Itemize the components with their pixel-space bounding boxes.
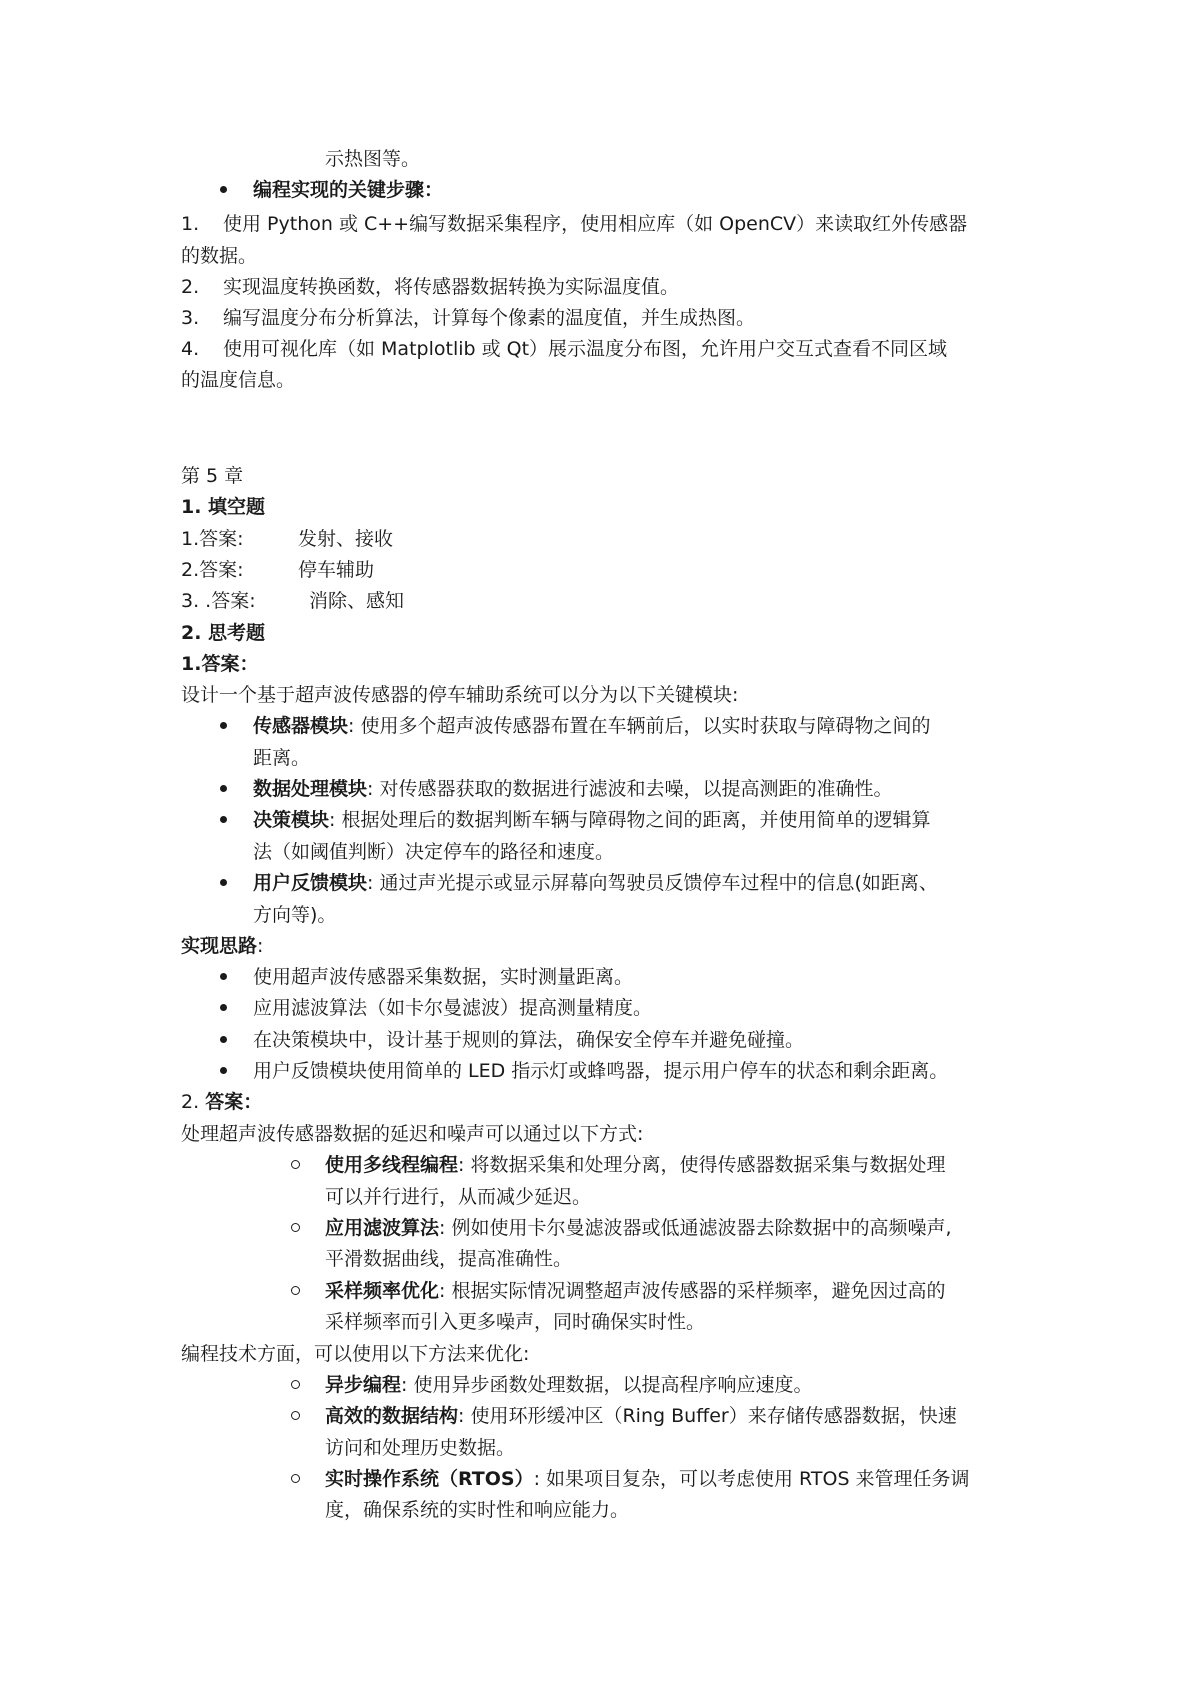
fill-answer-3-value: 消除、感知 (309, 590, 405, 612)
method-item: 实时操作系统（RTOS）: 如果项目复杂，可以考虑使用 RTOS 来管理任务调 (325, 1468, 970, 1490)
fill-heading: 1. 填空题 (181, 496, 266, 518)
q2-intro: 处理超声波传感器数据的延迟和噪声可以通过以下方式: (181, 1123, 644, 1145)
method-item: 采样频率优化: 根据实际情况调整超声波传感器的采样频率，避免因过高的 (325, 1280, 946, 1302)
step-4: 4. 使用可视化库（如 Matplotlib 或 Qt）展示温度分布图，允许用户交互式查看不同区域 (181, 338, 948, 360)
fill-answer-3-label: 3. .答案: (181, 590, 256, 612)
method-item: 使用多线程编程: 将数据采集和处理分离，使得传感器数据采集与数据处理 (325, 1154, 946, 1176)
module-item: 决策模块: 根据处理后的数据判断车辆与障碍物之间的距离，并使用简单的逻辑算 (253, 809, 931, 831)
idea-item: 在决策模块中，设计基于规则的算法，确保安全停车并避免碰撞。 (253, 1029, 805, 1051)
idea-item: 用户反馈模块使用简单的 LED 指示灯或蜂鸣器，提示用户停车的状态和剩余距离。 (253, 1060, 949, 1082)
q1-intro: 设计一个基于超声波传感器的停车辅助系统可以分为以下关键模块: (181, 684, 739, 706)
circle-bullet-icon (288, 1466, 302, 1492)
bullet-icon (216, 964, 230, 990)
bullet-icon (216, 1058, 230, 1084)
programming-intro: 编程技术方面，可以使用以下方法来优化: (181, 1343, 530, 1365)
method-item: 应用滤波算法: 例如使用卡尔曼滤波器或低通滤波器去除数据中的高频噪声, (325, 1217, 952, 1239)
step-1-cont: 的数据。 (181, 245, 258, 267)
fill-answer-1-label: 1.答案: (181, 528, 244, 550)
method-item: 异步编程: 使用异步函数处理数据，以提高程序响应速度。 (325, 1374, 813, 1396)
circle-bullet-icon (288, 1403, 302, 1429)
continued-text: 示热图等。 (325, 148, 421, 170)
module-item-cont: 方向等)。 (253, 904, 337, 926)
think-heading: 2. 思考题 (181, 622, 266, 644)
method-item-cont: 访问和处理历史数据。 (325, 1437, 516, 1459)
module-item-cont: 距离。 (253, 747, 311, 769)
idea-item: 应用滤波算法（如卡尔曼滤波）提高测量精度。 (253, 997, 653, 1019)
circle-bullet-icon (288, 1152, 302, 1178)
fill-answer-2-label: 2.答案: (181, 559, 244, 581)
bullet-icon (216, 713, 230, 739)
fill-answer-2-value: 停车辅助 (298, 559, 375, 581)
step-4-cont: 的温度信息。 (181, 369, 296, 391)
step-1: 1. 使用 Python 或 C++编写数据采集程序，使用相应库（如 OpenCV）来读取红外传感器 (181, 213, 968, 235)
circle-bullet-icon (288, 1215, 302, 1241)
bullet-icon (216, 870, 230, 896)
circle-bullet-icon (288, 1278, 302, 1304)
method-item-cont: 采样频率而引入更多噪声，同时确保实时性。 (325, 1311, 706, 1333)
method-item-cont: 可以并行进行，从而减少延迟。 (325, 1186, 592, 1208)
bullet-icon (216, 995, 230, 1021)
chapter-title: 第 5 章 (181, 465, 244, 487)
module-item: 用户反馈模块: 通过声光提示或显示屏幕向驾驶员反馈停车过程中的信息(如距离、 (253, 872, 938, 894)
steps-heading: 编程实现的关键步骤： (253, 179, 444, 201)
step-3: 3. 编写温度分布分析算法，计算每个像素的温度值，并生成热图。 (181, 307, 756, 329)
idea-item: 使用超声波传感器采集数据，实时测量距离。 (253, 966, 634, 988)
bullet-icon (216, 807, 230, 833)
step-2: 2. 实现温度转换函数，将传感器数据转换为实际温度值。 (181, 276, 680, 298)
method-item: 高效的数据结构: 使用环形缓冲区（Ring Buffer）来存储传感器数据，快速 (325, 1405, 957, 1427)
module-item-cont: 法（如阈值判断）决定停车的路径和速度。 (253, 841, 615, 863)
q2-answer-label: 2. 答案： (181, 1091, 263, 1113)
q1-answer-label: 1.答案： (181, 653, 259, 675)
module-item: 数据处理模块: 对传感器获取的数据进行滤波和去噪，以提高测距的准确性。 (253, 778, 893, 800)
bullet-icon (216, 1027, 230, 1053)
method-item-cont: 平滑数据曲线，提高准确性。 (325, 1248, 573, 1270)
bullet-icon (216, 177, 230, 203)
idea-heading: 实现思路: (181, 935, 264, 957)
module-item: 传感器模块: 使用多个超声波传感器布置在车辆前后，以实时获取与障碍物之间的 (253, 715, 931, 737)
bullet-icon (216, 776, 230, 802)
fill-answer-1-value: 发射、接收 (298, 528, 394, 550)
method-item-cont: 度，确保系统的实时性和响应能力。 (325, 1499, 630, 1521)
circle-bullet-icon (288, 1372, 302, 1398)
